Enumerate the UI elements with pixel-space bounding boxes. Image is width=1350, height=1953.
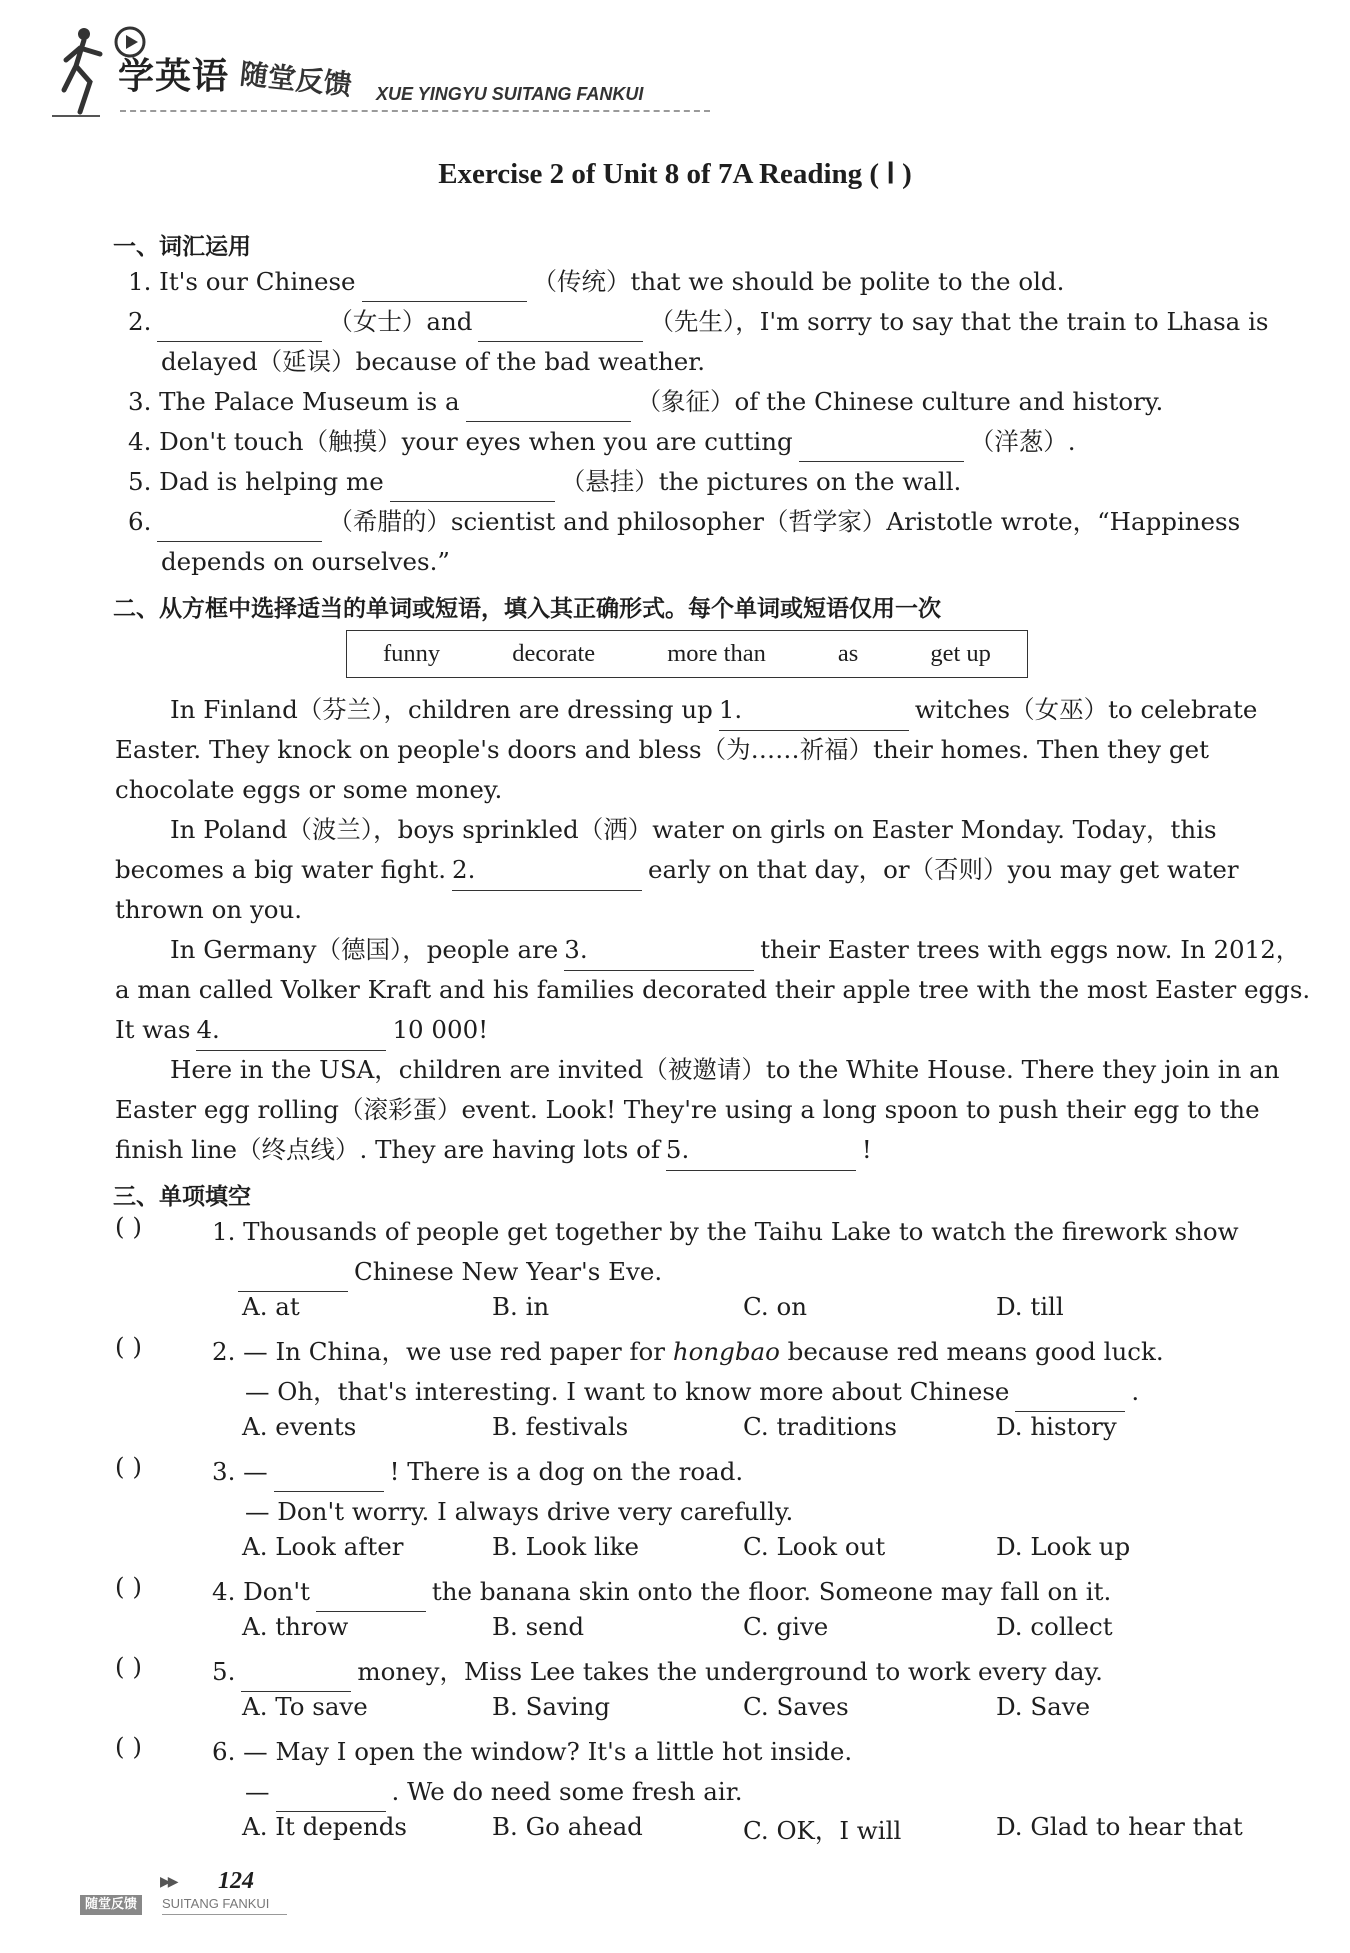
option-c[interactable]: C. OK，I will — [743, 1816, 902, 1845]
answer-blank[interactable] — [362, 273, 527, 302]
text: 10 000! — [392, 1015, 489, 1044]
text: their Easter trees with eggs now. In 2012， — [760, 935, 1301, 964]
answer-blank[interactable] — [157, 513, 322, 542]
option-d[interactable]: D. history — [996, 1412, 1117, 1441]
answer-blank-2[interactable]: 2. — [452, 850, 642, 891]
answer-paren[interactable]: ( ) — [115, 1732, 142, 1761]
text: ! There is a dog on the road. — [389, 1457, 744, 1486]
answer-blank[interactable] — [157, 313, 322, 342]
text: 2. — In China，we use red paper for — [212, 1337, 666, 1366]
option-a[interactable]: A. throw — [242, 1612, 349, 1641]
text: 2. — [128, 307, 152, 336]
header-divider — [120, 110, 710, 112]
passage-line: Here in the USA，children are invited（被邀请）to the White House. There they join in an — [170, 1055, 1280, 1084]
answer-blank-5[interactable]: 5. — [666, 1130, 856, 1171]
question-2 — [212, 1332, 1164, 1372]
answer-paren[interactable]: ( ) — [115, 1452, 142, 1481]
vocab-item-2 — [128, 302, 1268, 342]
passage-line: Easter egg rolling（滚彩蛋）event. Look! They're using a long spoon to push their egg to the — [115, 1095, 1260, 1124]
option-a[interactable]: A. at — [242, 1292, 300, 1321]
answer-blank[interactable] — [1015, 1383, 1125, 1412]
text: （洋葱）. — [969, 427, 1076, 456]
word-option: decorate — [512, 640, 596, 667]
question-4 — [212, 1572, 1111, 1612]
answer-blank-1[interactable]: 1. — [719, 690, 909, 731]
footer-divider — [162, 1914, 287, 1915]
text: — Oh，that's interesting. I want to know more about Chinese — [245, 1377, 1010, 1406]
answer-blank[interactable] — [390, 473, 555, 502]
text: early on that day，or（否则）you may get water — [648, 855, 1239, 884]
option-b[interactable]: B. Look like — [492, 1532, 639, 1561]
section3-heading: 三、单项填空 — [113, 1184, 251, 1210]
text: because red means good luck. — [787, 1337, 1164, 1366]
text: （女士）and — [328, 307, 473, 336]
question-3 — [212, 1452, 743, 1492]
vocab-item-5 — [128, 462, 961, 502]
text: （悬挂）the pictures on the wall. — [560, 467, 962, 496]
logo-chinese-2: 随堂反馈 — [238, 57, 354, 102]
footer-pinyin: SUITANG FANKUI — [162, 1896, 270, 1911]
text: becomes a big water fight. — [115, 855, 446, 884]
answer-blank[interactable] — [238, 1263, 348, 1292]
vocab-item-6-cont: depends on ourselves.” — [161, 547, 450, 576]
text: 4. Don't — [212, 1577, 310, 1606]
word-option: funny — [383, 640, 441, 667]
vocab-item-2-cont: delayed（延误）because of the bad weather. — [161, 347, 706, 376]
text: In Germany（德国），people are — [170, 935, 559, 964]
option-d[interactable]: D. Save — [996, 1692, 1091, 1721]
option-d[interactable]: D. Glad to hear that — [996, 1812, 1243, 1841]
answer-paren[interactable]: ( ) — [115, 1332, 142, 1361]
question-1: 1. Thousands of people get together by the Taihu Lake to watch the firework show — [212, 1217, 1239, 1246]
text: ! — [861, 1135, 872, 1164]
answer-paren[interactable]: ( ) — [115, 1652, 142, 1681]
answer-blank[interactable] — [478, 313, 643, 342]
text: 5. Dad is helping me — [128, 467, 384, 496]
italic-term: hongbao — [672, 1337, 780, 1366]
page-title: Exercise 2 of Unit 8 of 7A Reading ( Ⅰ ) — [438, 158, 912, 190]
text: witches（女巫）to celebrate — [914, 695, 1258, 724]
text: （先生），I'm sorry to say that the train to Lhasa is — [649, 307, 1269, 336]
option-c[interactable]: C. Look out — [743, 1532, 886, 1561]
text: In Finland（芬兰），children are dressing up — [170, 695, 713, 724]
text: Chinese New Year's Eve. — [354, 1257, 663, 1286]
word-box — [346, 630, 1028, 678]
text: 3. — — [212, 1457, 268, 1486]
vocab-item-1 — [128, 262, 1064, 302]
word-option: more than — [667, 640, 766, 667]
option-a[interactable]: A. events — [242, 1412, 357, 1441]
question-6-cont — [245, 1772, 743, 1812]
text: 6. — [128, 507, 152, 536]
passage-line — [115, 850, 1239, 891]
vocab-item-4 — [128, 422, 1076, 462]
passage-line: chocolate eggs or some money. — [115, 775, 503, 804]
text: （传统）that we should be polite to the old. — [532, 267, 1065, 296]
answer-blank[interactable] — [316, 1583, 426, 1612]
word-option: get up — [930, 640, 991, 667]
passage-line: a man called Volker Kraft and his families decorated their apple tree with the most Easter eggs. — [115, 975, 1311, 1004]
vocab-item-3 — [128, 382, 1163, 422]
text: 3. The Palace Museum is a — [128, 387, 460, 416]
option-b[interactable]: B. in — [492, 1292, 550, 1321]
option-b[interactable]: B. Go ahead — [492, 1812, 643, 1841]
answer-blank[interactable] — [276, 1783, 386, 1812]
word-option: as — [837, 640, 859, 667]
option-c[interactable]: C. Saves — [743, 1692, 849, 1721]
option-c[interactable]: C. give — [743, 1612, 829, 1641]
logo-pinyin: XUE YINGYU SUITANG FANKUI — [376, 84, 644, 104]
question-2-cont — [245, 1372, 1139, 1412]
answer-blank[interactable] — [241, 1663, 351, 1692]
text: . — [1131, 1377, 1140, 1406]
answer-blank-4[interactable]: 4. — [196, 1010, 386, 1051]
answer-blank-3[interactable]: 3. — [564, 930, 754, 971]
logo-chinese: 学英语 — [118, 56, 230, 97]
option-a[interactable]: A. To save — [242, 1692, 368, 1721]
passage-line — [170, 690, 1257, 731]
text: （希腊的）scientist and philosopher（哲学家）Aristotle wrote，“Happiness — [328, 507, 1241, 536]
double-arrow-icon: ▶▶ — [160, 1874, 176, 1890]
option-c[interactable]: C. traditions — [743, 1412, 897, 1441]
text: finish line（终点线）. They are having lots of — [115, 1135, 660, 1164]
question-1-cont — [238, 1252, 662, 1292]
passage-line: In Poland（波兰），boys sprinkled（洒）water on girls on Easter Monday. Today，this — [170, 815, 1217, 844]
option-b[interactable]: B. Saving — [492, 1692, 611, 1721]
passage-line: thrown on you. — [115, 895, 303, 924]
question-3-cont: — Don't worry. I always drive very carefully. — [245, 1497, 794, 1526]
answer-paren[interactable]: ( ) — [115, 1572, 142, 1601]
passage-line: Easter. They knock on people's doors and bless（为……祈福）their homes. Then they get — [115, 735, 1209, 764]
option-c[interactable]: C. on — [743, 1292, 807, 1321]
answer-paren[interactable]: ( ) — [115, 1212, 142, 1241]
option-d[interactable]: D. collect — [996, 1612, 1113, 1641]
option-a[interactable]: A. It depends — [242, 1812, 407, 1841]
text: 1. It's our Chinese — [128, 267, 356, 296]
option-b[interactable]: B. send — [492, 1612, 585, 1641]
section2-heading: 二、从方框中选择适当的单词或短语，填入其正确形式。每个单词或短语仅用一次 — [113, 596, 941, 622]
section1-heading: 一、词汇运用 — [113, 234, 251, 260]
answer-blank[interactable] — [274, 1463, 384, 1492]
option-d[interactable]: D. Look up — [996, 1532, 1131, 1561]
text: 4. Don't touch（触摸）your eyes when you are cutting — [128, 427, 793, 456]
page-number: 124 — [218, 1868, 254, 1894]
text: . We do need some fresh air. — [391, 1777, 743, 1806]
passage-line — [170, 930, 1300, 971]
text: 5. — [212, 1657, 236, 1686]
text: It was — [115, 1015, 191, 1044]
question-5 — [212, 1652, 1103, 1692]
header-logo — [50, 20, 690, 130]
answer-blank[interactable] — [799, 433, 964, 462]
option-b[interactable]: B. festivals — [492, 1412, 629, 1441]
answer-blank[interactable] — [466, 393, 631, 422]
text: （象征）of the Chinese culture and history. — [636, 387, 1164, 416]
passage-line — [115, 1130, 872, 1171]
passage-line — [115, 1010, 488, 1051]
text: — — [245, 1777, 270, 1806]
option-d[interactable]: D. till — [996, 1292, 1064, 1321]
vocab-item-6 — [128, 502, 1240, 542]
text: the banana skin onto the floor. Someone may fall on it. — [431, 1577, 1112, 1606]
text: money，Miss Lee takes the underground to work every day. — [357, 1657, 1103, 1686]
question-6: 6. — May I open the window? It's a little hot inside. — [212, 1737, 853, 1766]
footer-tag: 随堂反馈 — [80, 1895, 142, 1915]
option-a[interactable]: A. Look after — [242, 1532, 404, 1561]
